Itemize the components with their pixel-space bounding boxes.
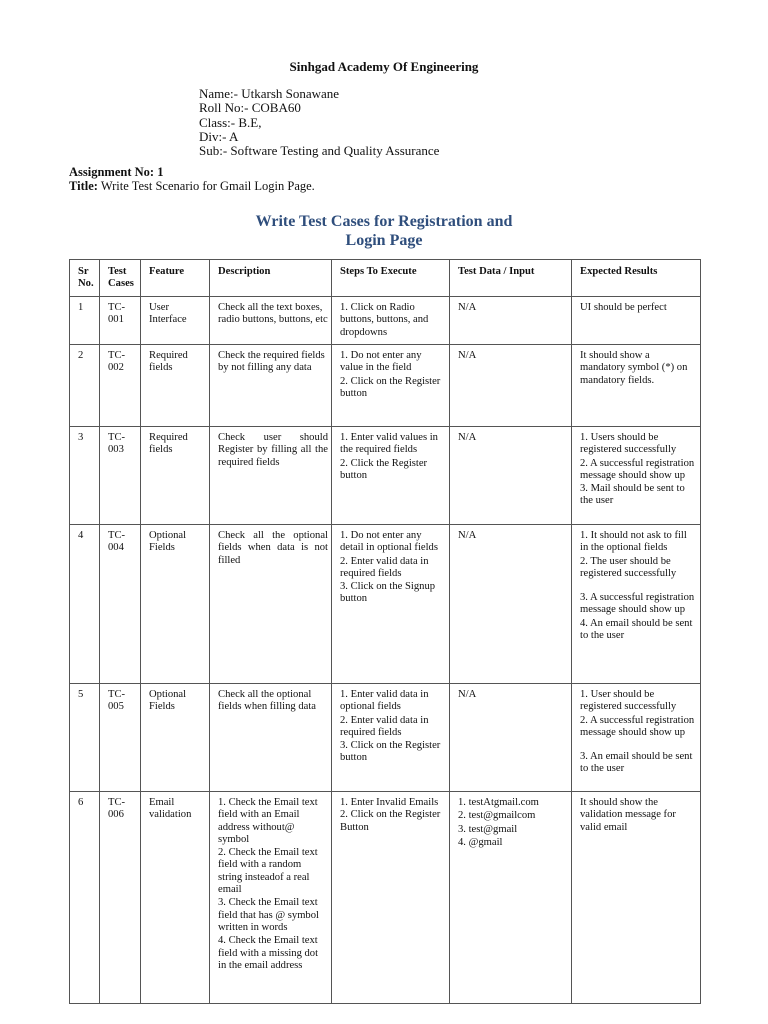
cell-test-case: TC-001 [100,297,141,345]
cell-test-case: TC-002 [100,345,141,427]
test-data-line: N/A [458,350,477,361]
cell-test-case: TC-006 [100,792,141,1004]
cell-sr: 3 [70,427,100,525]
cell-sr: 5 [70,684,100,792]
step-line: 1. Do not enter any detail in optional fields [340,530,438,554]
title-label: Title: [69,178,98,193]
step-line: 1. Enter Invalid Emails 2. Click on the Register Button [340,797,441,833]
step-line: 2. Click the Register button [340,457,428,481]
step-line: 2. Enter valid data in required fields [340,714,429,738]
column-header-sr: Sr No. [70,260,100,297]
test-data-line: 2. test@gmailcom [458,810,536,822]
expected-line: 2. A successful registration message should show up [580,457,695,481]
division-info: Div:- A [199,128,239,144]
cell-steps [332,525,450,684]
subject-info: Sub:- Software Testing and Quality Assurance [199,143,440,159]
cell-feature: Required fields [141,427,210,525]
description-line: 4. Check the Email text field with a missing dot in the email address [218,935,319,971]
cell-steps [332,297,450,345]
expected-line: 2. A successful registration message should show up [580,714,695,738]
column-header-expected: Expected Results [572,260,701,297]
cell-test-case: TC-005 [100,684,141,792]
cell-feature: Optional Fields [141,525,210,684]
cell-expected [572,345,701,427]
expected-line: 1. Users should be registered successfully [580,432,677,456]
cell-steps [332,792,450,1004]
cell-steps [332,345,450,427]
expected-line: 4. An email should be sent to the user [580,617,693,642]
cell-feature: Optional Fields [141,684,210,792]
cell-test-case: TC-003 [100,427,141,525]
cell-test-case: TC-004 [100,525,141,684]
test-data-line: 1. testAtgmail.com [458,797,539,808]
expected-line: 1. It should not ask to fill in the optional fields [580,530,687,554]
cell-sr: 6 [70,792,100,1004]
table-row [70,297,701,345]
column-header-feature: Feature [141,260,210,297]
cell-steps [332,427,450,525]
cell-test-data [450,792,572,1004]
table-row [70,684,701,792]
test-data-line: N/A [458,432,477,443]
description-line: Check all the text boxes, radio buttons, buttons, etc [218,302,328,326]
expected-line: 1. User should be registered successfully [580,689,677,713]
table-row [70,427,701,525]
test-data-line: 4. @gmail [458,836,503,848]
cell-test-data [450,345,572,427]
cell-expected [572,427,701,525]
cell-description [210,427,332,525]
heading-line-2: Login Page [345,232,423,249]
student-name: Name:- Utkarsh Sonawane [199,86,340,101]
step-line: 1. Enter valid data in optional fields [340,689,429,713]
cell-description [210,525,332,684]
cell-expected [572,684,701,792]
college-name: Sinhgad Academy Of Engineering [289,59,479,74]
description-line: Check user should Register by filling all the required fields [218,432,328,468]
cell-steps [332,684,450,792]
test-case-table [69,259,701,1004]
step-line: 3. Click on the Signup button [340,581,436,605]
cell-description [210,792,332,1004]
test-data-line: N/A [458,530,477,541]
expected-line: 3. Mail should be sent to the user [580,483,685,507]
cell-test-data [450,684,572,792]
step-line: 3. Click on the Register button [340,740,441,764]
cell-description [210,345,332,427]
table-row [70,525,701,684]
step-line: 2. Click on the Register button [340,375,441,399]
description-line: 3. Check the Email text field that has @ symbol written in words [218,897,319,933]
student-info [199,87,439,158]
cell-sr: 1 [70,297,100,345]
cell-feature: Email validation [141,792,210,1004]
step-line: 1. Enter valid values in the required fields [340,432,438,456]
assignment-block [69,166,315,193]
assignment-number: Assignment No: 1 [69,165,164,179]
description-line: Check all the optional fields when filling data [218,689,316,713]
description-line: Check all the optional fields when data is not filled [218,530,328,566]
cell-test-data [450,525,572,684]
expected-line: UI should be perfect [580,302,667,313]
step-line: 2. Enter valid data in required fields [340,555,429,579]
cell-expected [572,525,701,684]
cell-test-data [450,297,572,345]
cell-expected [572,297,701,345]
class-info: Class:- B.E, [199,114,262,130]
expected-line: It should show a mandatory symbol (*) on mandatory fields. [580,350,688,386]
expected-line: It should show the validation message for valid email [580,797,676,833]
table-header-row [70,260,701,297]
test-data-line: N/A [458,689,477,700]
expected-line: 3. A successful registration message should show up [580,592,695,616]
cell-feature: Required fields [141,345,210,427]
cell-description [210,684,332,792]
table-row [70,345,701,427]
step-line: 1. Click on Radio buttons, buttons, and dropdowns [340,302,429,338]
description-line: Check the required fields by not filling any data [218,350,325,374]
test-data-line: N/A [458,302,477,313]
table-row [70,792,701,1004]
description-line: 1. Check the Email text field with an Email address without@ symbol [218,797,318,845]
heading-line-1: Write Test Cases for Registration and [255,213,513,230]
expected-line: 3. An email should be sent to the user [580,751,693,775]
roll-number: Roll No:- COBA60 [199,100,301,116]
title-text: Write Test Scenario for Gmail Login Page. [100,178,315,193]
column-header-description: Description [210,260,332,297]
cell-sr: 2 [70,345,100,427]
page-heading [200,212,568,250]
expected-line: 2. The user should be registered successfully [580,555,677,579]
cell-expected [572,792,701,1004]
column-header-test-cases: Test Cases [100,260,141,297]
column-header-test-data: Test Data / Input [450,260,572,297]
column-header-steps: Steps To Execute [332,260,450,297]
cell-sr: 4 [70,525,100,684]
cell-description [210,297,332,345]
cell-test-data [450,427,572,525]
step-line: 1. Do not enter any value in the field [340,350,422,374]
description-line: 2. Check the Email text field with a random string insteadof a real email [218,847,318,896]
test-data-line: 3. test@gmail [458,823,518,835]
cell-feature: User Interface [141,297,210,345]
